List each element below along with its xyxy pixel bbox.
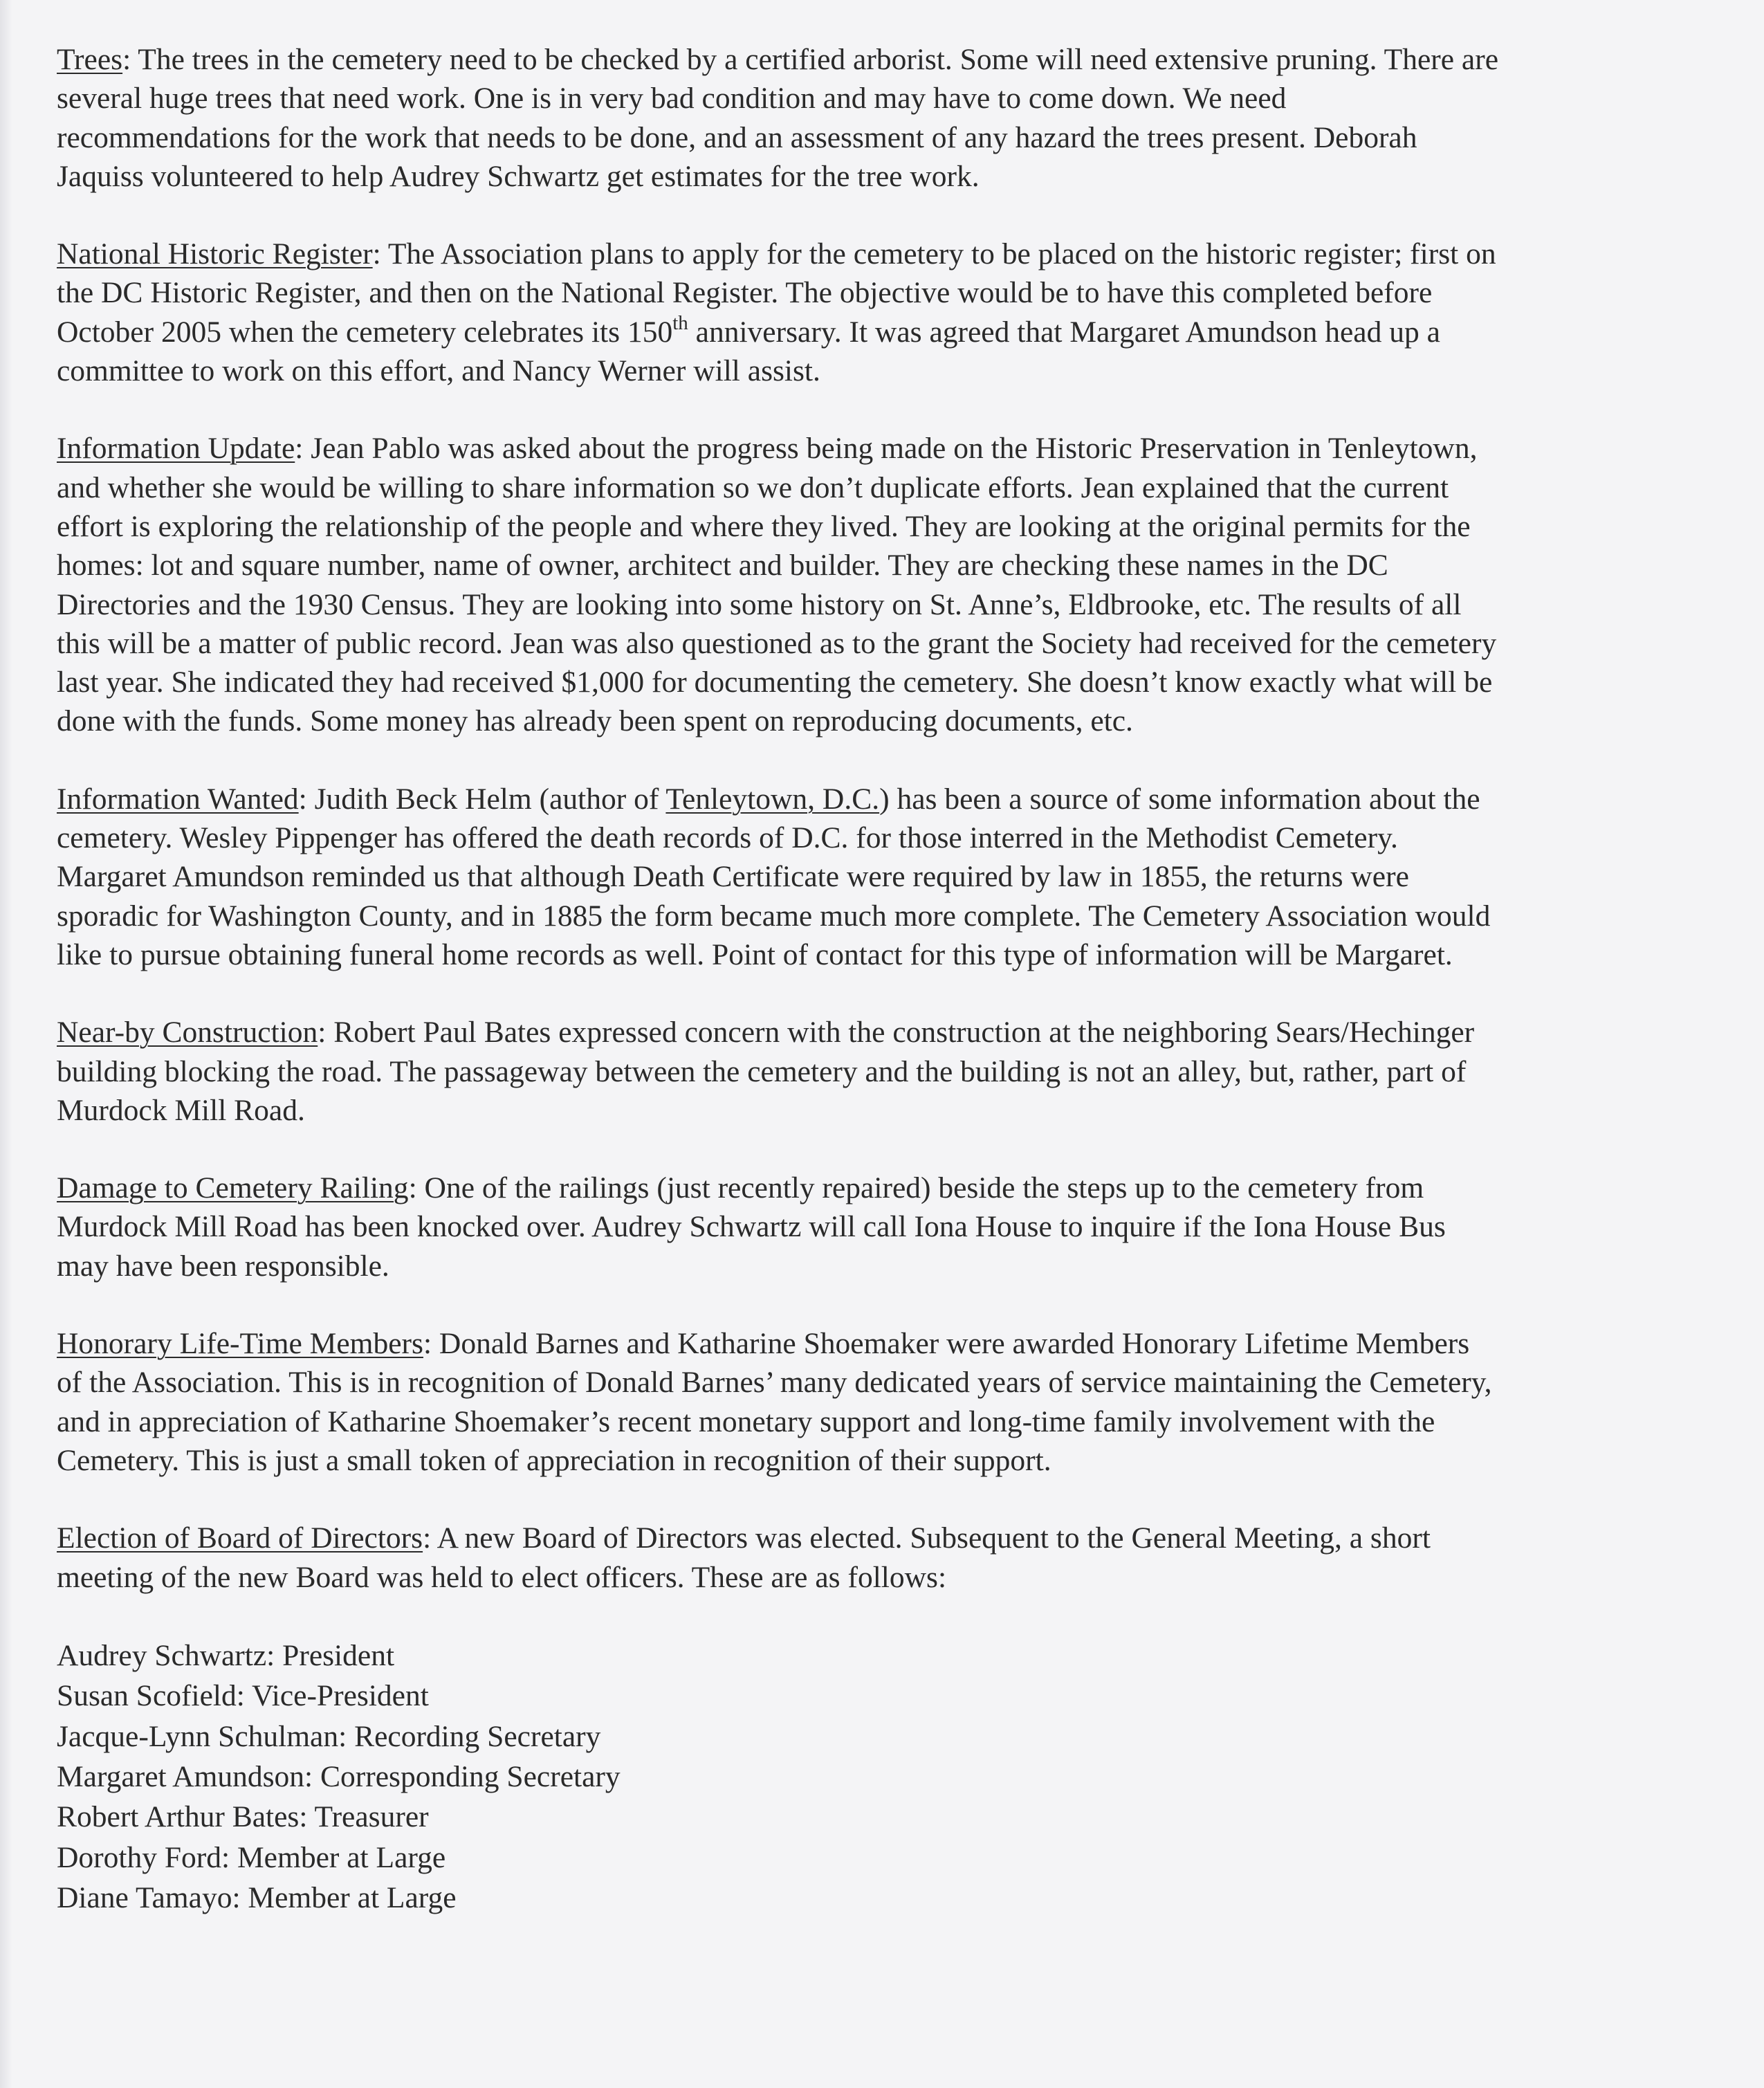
national-register-body-2: anniversary. It was agreed that Margaret Amundson head up a committee to work on this effort, and Nancy Werner will assist. [57, 315, 1440, 388]
information-update-heading: Information Update [57, 432, 295, 466]
officer-president: Audrey Schwartz: President [57, 1638, 395, 1672]
information-update-paragraph [57, 429, 1731, 740]
officer-corresponding-secretary: Margaret Amundson: Corresponding Secretary [57, 1760, 621, 1794]
railing-paragraph [57, 1169, 1731, 1285]
officer-recording-secretary: Jacque-Lynn Schulman: Recording Secretary [57, 1719, 601, 1753]
information-wanted-heading: Information Wanted [57, 782, 299, 816]
national-register-paragraph [57, 235, 1731, 390]
officer-vice-president: Susan Scofield: Vice-President [57, 1679, 429, 1713]
honorary-paragraph [57, 1324, 1731, 1480]
officer-member-at-large: Dorothy Ford: Member at Large [57, 1840, 446, 1874]
construction-heading: Near-by Construction [57, 1016, 318, 1050]
election-heading: Election of Board of Directors [57, 1521, 423, 1555]
document-page [57, 40, 1731, 1918]
national-register-heading: National Historic Register [57, 237, 373, 271]
honorary-body: : Donald Barnes and Katharine Shoemaker were awarded Honorary Lifetime Members of the Association. This is in recognition of Donald Barnes’ many dedicated years of service maintaining the Cemetery, and in appreciation of Katharine Shoemaker’s recent monetary support and long-time family involvement with the Cemetery. This is just a small token of appreciation in recognition of their support. [57, 1327, 1492, 1477]
ordinal-superscript: th [672, 311, 688, 334]
election-paragraph [57, 1519, 1731, 1597]
honorary-heading: Honorary Life-Time Members [57, 1327, 423, 1361]
trees-body: : The trees in the cemetery need to be checked by a certified arborist. Some will need extensive pruning. There are several huge trees that need work. One is in very bad condition and may have to come down. We need recommendations for the work that needs to be done, and an assessment of any hazard the trees present. Deborah Jaquiss volunteered to help Audrey Schwartz get estimates for the tree work. [57, 43, 1499, 193]
national-register-body-1: : The Association plans to apply for the cemetery to be placed on the historic register; first on the DC Historic Register, and then on the National Register. The objective would be to have this completed before October 2005 when the cemetery celebrates its 150 [57, 237, 1496, 349]
officer-treasurer: Robert Arthur Bates: Treasurer [57, 1800, 429, 1834]
scan-edge-shadow [0, 0, 12, 2088]
railing-body: : One of the railings (just recently repaired) beside the steps up to the cemetery from Murdock Mill Road has been knocked over. Audrey Schwartz will call Iona House to inquire if the Iona House Bus may have been responsible. [57, 1171, 1446, 1283]
information-wanted-body-1: : Judith Beck Helm (author of [298, 782, 666, 816]
trees-heading: Trees [57, 43, 123, 76]
railing-heading: Damage to Cemetery Railing [57, 1171, 409, 1205]
information-update-body: : Jean Pablo was asked about the progress being made on the Historic Preservation in Tenleytown, and whether she would be willing to share information so we don’t duplicate efforts. Jean explained that the current effort is exploring the relationship of the people and where they lived. They are looking at the original permits for the homes: lot and square number, name of owner, architect and builder. They are checking these names in the DC Directories and the 1930 Census. They are looking into some history on St. Anne’s, Eldbrooke, etc. The results of all this will be a matter of public record. Jean was also questioned as to the grant the Society had received for the cemetery last year. She indicated they had received $1,000 for documenting the cemetery. She doesn’t know exactly what will be done with the funds. Some money has already been spent on reproducing documents, etc. [57, 432, 1497, 738]
information-wanted-paragraph [57, 780, 1731, 974]
construction-body: : Robert Paul Bates expressed concern with the construction at the neighboring Sears/Hechinger building blocking the road. The passageway between the cemetery and the building is not an alley, but, rather, part of Murdock Mill Road. [57, 1016, 1475, 1127]
construction-paragraph [57, 1013, 1731, 1130]
officer-member-at-large: Diane Tamayo: Member at Large [57, 1881, 457, 1915]
election-body: : A new Board of Directors was elected. Subsequent to the General Meeting, a short meeting of the new Board was held to elect officers. These are as follows: [57, 1521, 1431, 1594]
trees-paragraph [57, 40, 1731, 196]
officers-list [57, 1636, 1731, 1918]
information-wanted-body-2: ) has been a source of some information about the cemetery. Wesley Pippenger has offered the death records of D.C. for those interred in the Methodist Cemetery. Margaret Amundson reminded us that although Death Certificate were required by law in 1855, the returns were sporadic for Washington County, and in 1885 the form became much more complete. The Cemetery Association would like to pursue obtaining funeral home records as well. Point of contact for this type of information will be Margaret. [57, 782, 1491, 971]
book-title: Tenleytown, D.C. [665, 782, 880, 816]
